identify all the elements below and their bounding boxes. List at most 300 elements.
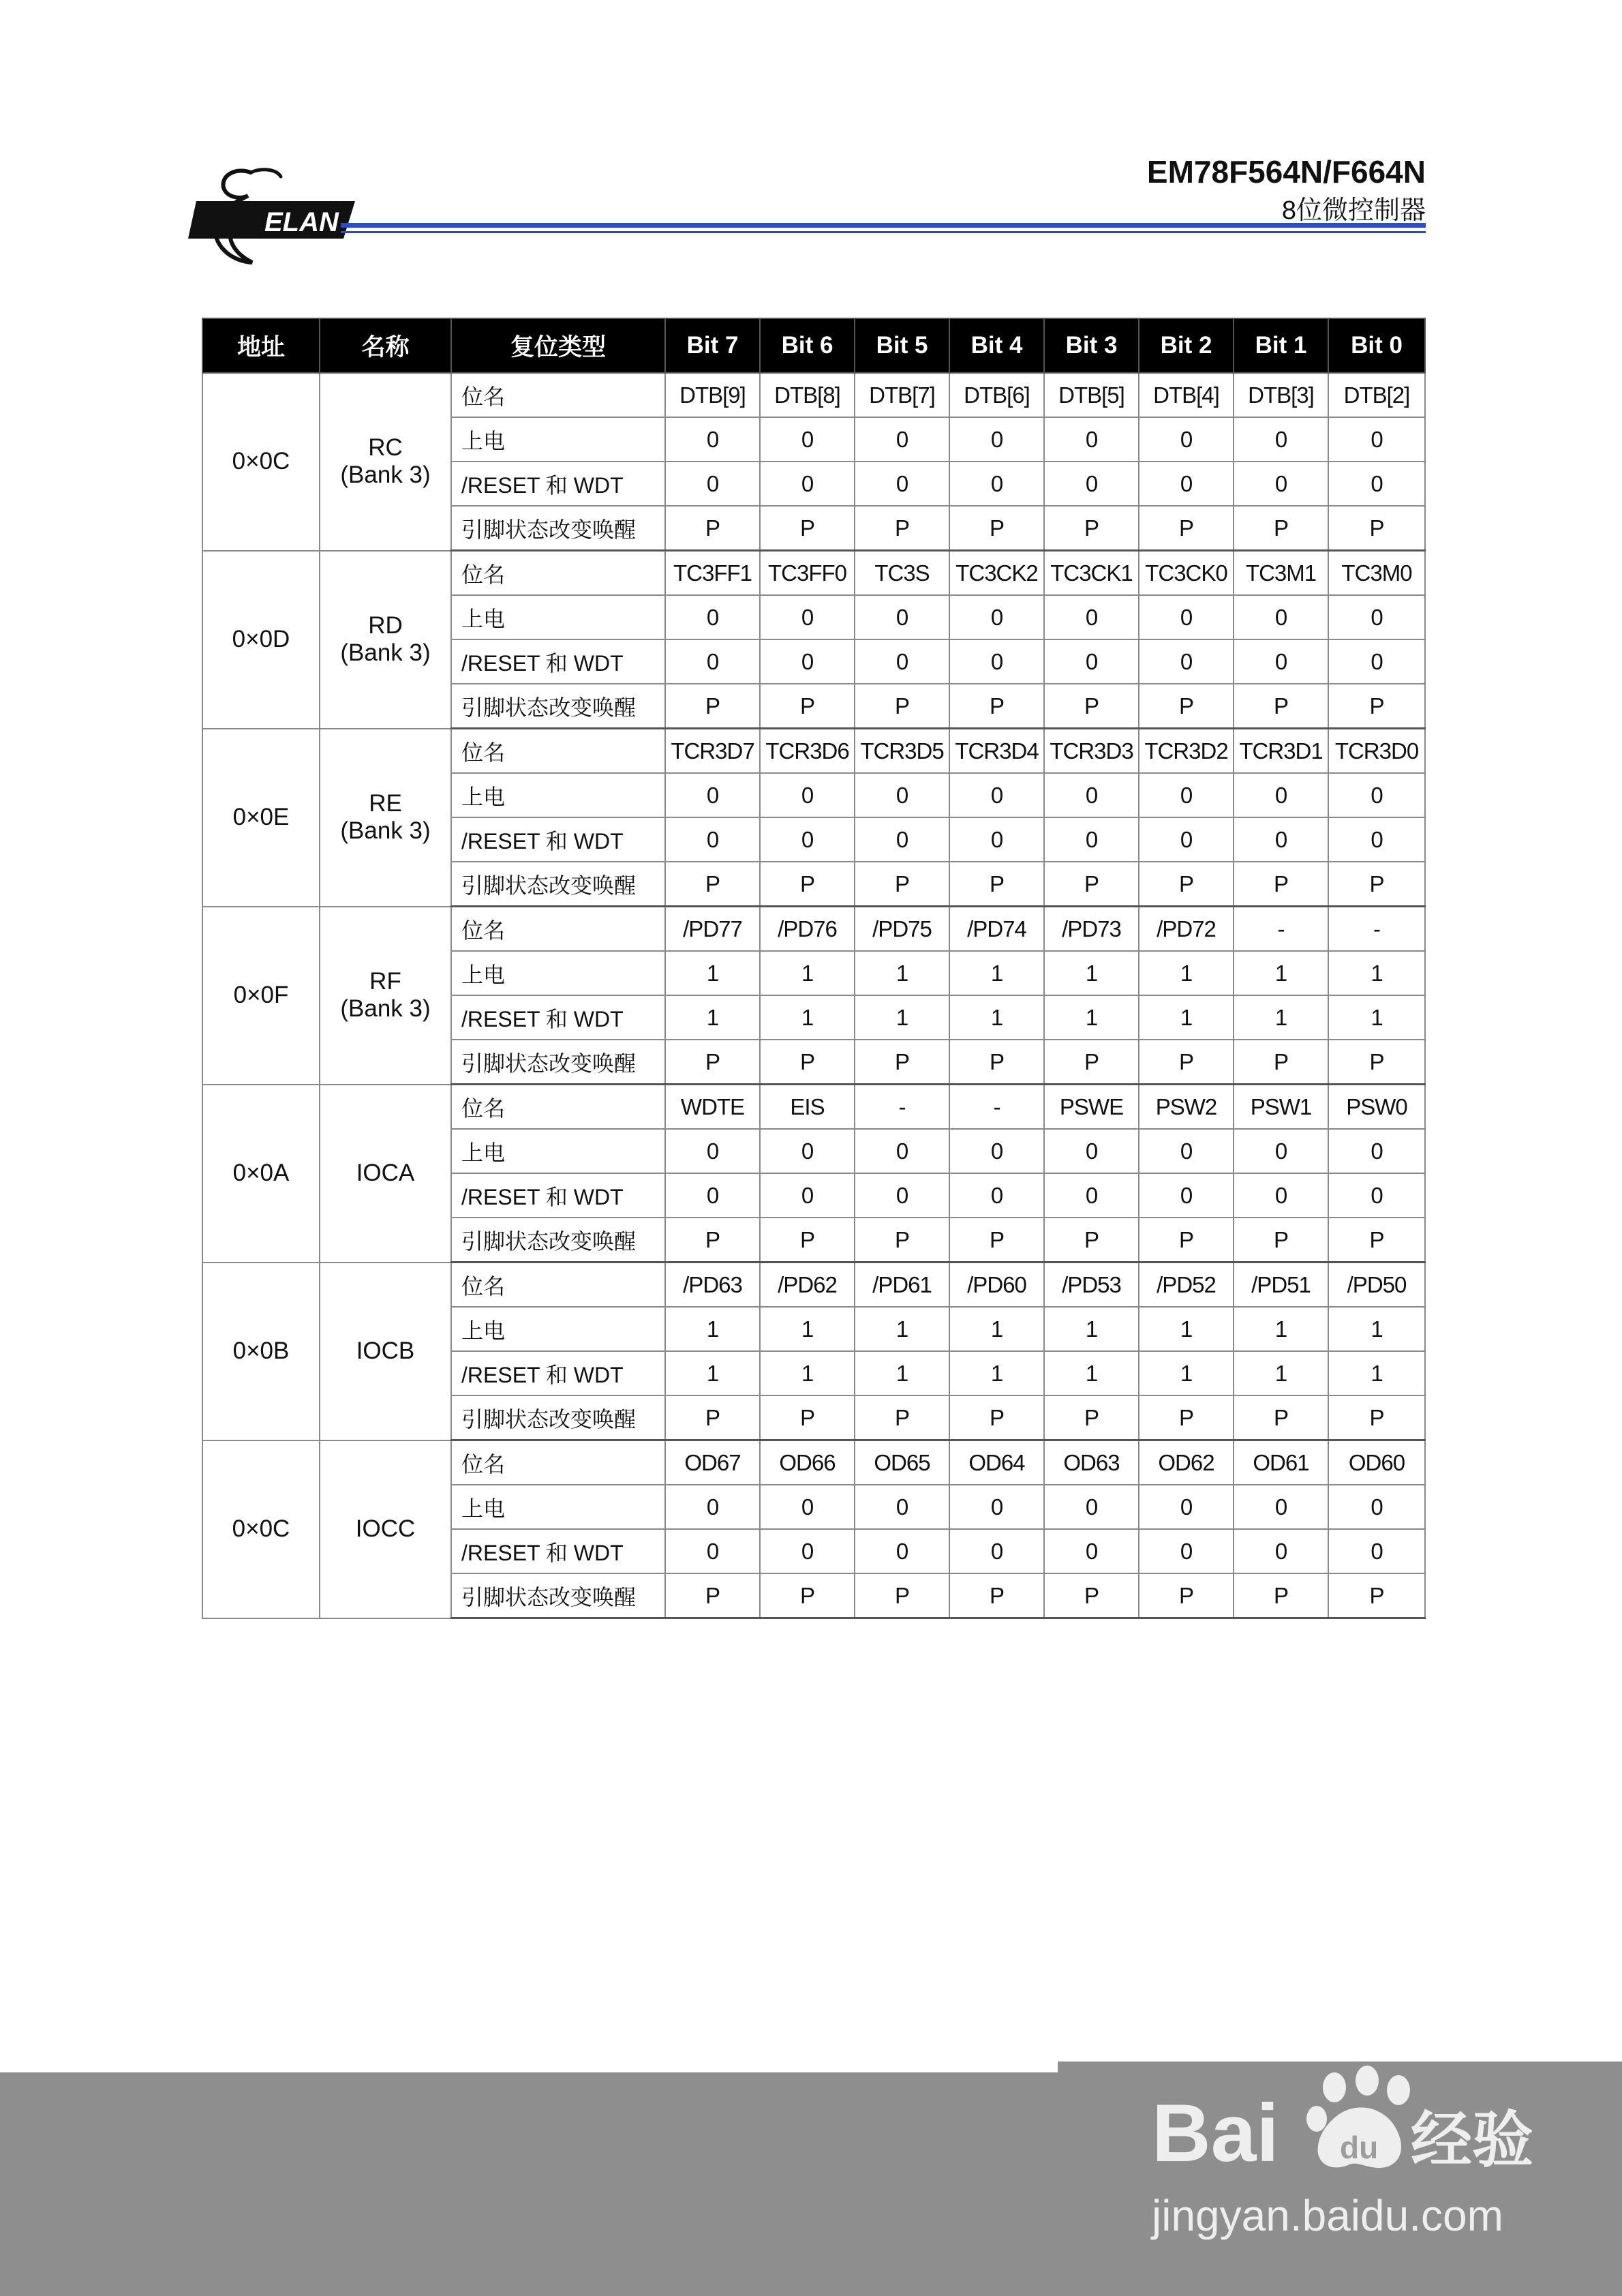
bit-cell: TC3CK0 bbox=[1139, 551, 1234, 596]
bit-cell: - bbox=[855, 1085, 949, 1130]
bit-cell: 1 bbox=[1328, 1307, 1425, 1351]
bit-cell: DTB[3] bbox=[1234, 373, 1328, 417]
bit-cell: TC3M0 bbox=[1328, 551, 1425, 596]
bit-cell: P bbox=[949, 1395, 1044, 1440]
bit-cell: P bbox=[665, 1040, 760, 1085]
bit-cell: 1 bbox=[1328, 951, 1425, 995]
bit-cell: 0 bbox=[949, 1173, 1044, 1218]
bit-cell: 0 bbox=[1139, 773, 1234, 817]
bit-cell: 1 bbox=[949, 1351, 1044, 1395]
bit-cell: DTB[4] bbox=[1139, 373, 1234, 417]
bit-cell: 1 bbox=[1044, 995, 1139, 1040]
register-name: IOCA bbox=[356, 1160, 415, 1186]
bit-cell: /PD75 bbox=[855, 907, 949, 952]
bit-cell: - bbox=[1328, 907, 1425, 952]
bit-cell: P bbox=[1234, 1395, 1328, 1440]
bit-cell: OD63 bbox=[1044, 1440, 1139, 1485]
bit-cell: 0 bbox=[855, 417, 949, 462]
reset-type-label: 引脚状态改变唤醒 bbox=[451, 1218, 665, 1263]
bit-cell: 0 bbox=[1328, 417, 1425, 462]
bit-cell: /PD61 bbox=[855, 1263, 949, 1308]
bit-cell: TC3CK1 bbox=[1044, 551, 1139, 596]
bit-cell: TCR3D1 bbox=[1234, 729, 1328, 774]
bit-cell: PSW2 bbox=[1139, 1085, 1234, 1130]
bit-cell: 1 bbox=[1044, 1307, 1139, 1351]
reset-type-label: /RESET 和 WDT bbox=[451, 462, 665, 506]
bit-cell: 1 bbox=[1139, 1307, 1234, 1351]
reset-type-label: /RESET 和 WDT bbox=[451, 817, 665, 862]
bit-cell: P bbox=[1328, 684, 1425, 729]
bit-cell: 1 bbox=[1234, 1307, 1328, 1351]
bit-name-row bbox=[202, 551, 1425, 596]
bit-cell: 0 bbox=[1234, 1173, 1328, 1218]
reset-type-label: /RESET 和 WDT bbox=[451, 1173, 665, 1218]
bit-cell: P bbox=[760, 1395, 855, 1440]
bit-cell: 0 bbox=[949, 817, 1044, 862]
bit-cell: P bbox=[760, 1573, 855, 1618]
bit-cell: TC3S bbox=[855, 551, 949, 596]
register-address: 0×0A bbox=[202, 1085, 320, 1263]
bit-cell: TCR3D4 bbox=[949, 729, 1044, 774]
bit-cell: 0 bbox=[760, 1129, 855, 1173]
bit-cell: P bbox=[1328, 1573, 1425, 1618]
bit-cell: DTB[2] bbox=[1328, 373, 1425, 417]
bit-cell: 0 bbox=[1044, 639, 1139, 684]
bit-cell: DTB[7] bbox=[855, 373, 949, 417]
page-header bbox=[188, 153, 1426, 269]
bit-cell: 1 bbox=[1328, 1351, 1425, 1395]
column-header: Bit 7 bbox=[665, 318, 760, 373]
register-bank: (Bank 3) bbox=[340, 639, 431, 666]
bit-cell: P bbox=[855, 684, 949, 729]
reset-type-label: 上电 bbox=[451, 1307, 665, 1351]
reset-type-label: /RESET 和 WDT bbox=[451, 639, 665, 684]
bit-cell: 0 bbox=[949, 417, 1044, 462]
bit-cell: 1 bbox=[760, 1351, 855, 1395]
bit-cell: 1 bbox=[1139, 1351, 1234, 1395]
register-table-body bbox=[202, 373, 1425, 1618]
register-bank: (Bank 3) bbox=[340, 462, 431, 489]
bit-cell: OD62 bbox=[1139, 1440, 1234, 1485]
bit-cell: 0 bbox=[855, 462, 949, 506]
bit-cell: 0 bbox=[949, 1129, 1044, 1173]
bit-name-row bbox=[202, 1085, 1425, 1130]
bit-name-row bbox=[202, 729, 1425, 774]
register-address: 0×0E bbox=[202, 729, 320, 907]
bit-cell: P bbox=[1044, 506, 1139, 551]
column-header: Bit 3 bbox=[1044, 318, 1139, 373]
bit-cell: OD64 bbox=[949, 1440, 1044, 1485]
bit-cell: 0 bbox=[1234, 417, 1328, 462]
bit-cell: P bbox=[949, 862, 1044, 907]
bit-cell: 0 bbox=[855, 1529, 949, 1573]
bit-cell: 0 bbox=[1139, 1485, 1234, 1529]
bit-cell: 0 bbox=[1234, 773, 1328, 817]
bit-cell: 0 bbox=[855, 595, 949, 639]
bit-cell: 0 bbox=[1044, 1529, 1139, 1573]
bit-cell: 0 bbox=[1234, 462, 1328, 506]
bit-cell: 1 bbox=[760, 995, 855, 1040]
register-name-cell bbox=[320, 1440, 451, 1618]
bit-cell: 1 bbox=[1234, 1351, 1328, 1395]
bit-cell: 0 bbox=[1328, 595, 1425, 639]
bit-cell: /PD72 bbox=[1139, 907, 1234, 952]
bit-cell: 1 bbox=[855, 951, 949, 995]
bit-cell: 0 bbox=[1328, 639, 1425, 684]
bit-cell: 0 bbox=[1139, 1129, 1234, 1173]
bit-cell: 0 bbox=[949, 639, 1044, 684]
register-name-cell bbox=[320, 551, 451, 729]
register-name: RF bbox=[369, 968, 401, 995]
bit-cell: 0 bbox=[1139, 1173, 1234, 1218]
bit-cell: P bbox=[1139, 862, 1234, 907]
bit-cell: 0 bbox=[1044, 417, 1139, 462]
bit-cell: P bbox=[949, 506, 1044, 551]
bit-cell: 0 bbox=[665, 417, 760, 462]
bit-cell: 0 bbox=[1044, 1129, 1139, 1173]
bit-cell: 1 bbox=[665, 995, 760, 1040]
reset-type-label: 上电 bbox=[451, 773, 665, 817]
bit-cell: 0 bbox=[1234, 1129, 1328, 1173]
bit-cell: /PD77 bbox=[665, 907, 760, 952]
bit-cell: 1 bbox=[855, 1351, 949, 1395]
reset-type-label: 位名 bbox=[451, 907, 665, 952]
bit-cell: 0 bbox=[1044, 595, 1139, 639]
bit-cell: 0 bbox=[1044, 773, 1139, 817]
baidu-jingyan-watermark bbox=[1131, 2052, 1581, 2256]
reset-type-label: 上电 bbox=[451, 1129, 665, 1173]
bit-cell: 1 bbox=[1234, 995, 1328, 1040]
column-header: Bit 2 bbox=[1139, 318, 1234, 373]
bit-cell: P bbox=[665, 1395, 760, 1440]
bit-cell: P bbox=[949, 684, 1044, 729]
bit-cell: /PD62 bbox=[760, 1263, 855, 1308]
bit-cell: /PD76 bbox=[760, 907, 855, 952]
bit-cell: P bbox=[1328, 506, 1425, 551]
register-name: IOCC bbox=[355, 1515, 416, 1542]
bit-cell: P bbox=[760, 1040, 855, 1085]
reset-type-label: 位名 bbox=[451, 1085, 665, 1130]
bit-cell: P bbox=[665, 684, 760, 729]
bit-cell: 0 bbox=[1328, 817, 1425, 862]
bit-cell: 1 bbox=[665, 1307, 760, 1351]
bit-cell: TC3FF0 bbox=[760, 551, 855, 596]
bit-cell: P bbox=[1044, 1395, 1139, 1440]
bit-cell: 1 bbox=[665, 951, 760, 995]
bit-cell: TCR3D7 bbox=[665, 729, 760, 774]
register-address: 0×0B bbox=[202, 1263, 320, 1440]
header-rule bbox=[341, 223, 1426, 228]
bit-cell: 0 bbox=[760, 595, 855, 639]
bit-cell: P bbox=[1044, 1218, 1139, 1263]
bit-cell: P bbox=[949, 1218, 1044, 1263]
bit-cell: 0 bbox=[1044, 1485, 1139, 1529]
bit-cell: P bbox=[1234, 506, 1328, 551]
bit-cell: TCR3D2 bbox=[1139, 729, 1234, 774]
bit-cell: 0 bbox=[1328, 1173, 1425, 1218]
bit-cell: TCR3D3 bbox=[1044, 729, 1139, 774]
column-header: Bit 1 bbox=[1234, 318, 1328, 373]
bit-cell: 0 bbox=[1234, 639, 1328, 684]
bit-cell: /PD53 bbox=[1044, 1263, 1139, 1308]
bit-cell: 0 bbox=[665, 462, 760, 506]
reset-type-label: 位名 bbox=[451, 1263, 665, 1308]
reset-type-label: 上电 bbox=[451, 1485, 665, 1529]
bit-cell: 0 bbox=[855, 1485, 949, 1529]
bit-cell: /PD60 bbox=[949, 1263, 1044, 1308]
svg-text:du: du bbox=[1340, 2130, 1379, 2165]
bit-cell: /PD63 bbox=[665, 1263, 760, 1308]
bit-cell: DTB[5] bbox=[1044, 373, 1139, 417]
register-name: IOCB bbox=[356, 1338, 415, 1364]
column-header: Bit 5 bbox=[855, 318, 949, 373]
bit-cell: 0 bbox=[855, 1129, 949, 1173]
bit-cell: 1 bbox=[855, 995, 949, 1040]
column-header: 复位类型 bbox=[451, 318, 665, 373]
bit-cell: P bbox=[1328, 1218, 1425, 1263]
paw-icon bbox=[1306, 2066, 1410, 2168]
bit-cell: /PD50 bbox=[1328, 1263, 1425, 1308]
bit-cell: 0 bbox=[855, 639, 949, 684]
column-header: Bit 4 bbox=[949, 318, 1044, 373]
reset-type-label: 上电 bbox=[451, 951, 665, 995]
bit-cell: P bbox=[855, 506, 949, 551]
bit-cell: P bbox=[1044, 1040, 1139, 1085]
reset-type-label: /RESET 和 WDT bbox=[451, 1529, 665, 1573]
document-title: EM78F564N/F664N bbox=[1146, 154, 1426, 190]
bit-cell: 0 bbox=[665, 1485, 760, 1529]
reset-type-label: /RESET 和 WDT bbox=[451, 1351, 665, 1395]
bit-cell: 0 bbox=[665, 817, 760, 862]
bit-cell: 0 bbox=[760, 1173, 855, 1218]
bit-cell: 0 bbox=[665, 1129, 760, 1173]
svg-text:Bai: Bai bbox=[1152, 2087, 1279, 2179]
bit-cell: P bbox=[760, 506, 855, 551]
bit-cell: 0 bbox=[1328, 1129, 1425, 1173]
bit-cell: P bbox=[1139, 1040, 1234, 1085]
bit-cell: TCR3D5 bbox=[855, 729, 949, 774]
svg-text:ELAN: ELAN bbox=[264, 207, 339, 237]
register-name-cell bbox=[320, 1263, 451, 1440]
register-name: RC bbox=[368, 434, 403, 462]
reset-type-label: 位名 bbox=[451, 551, 665, 596]
bit-cell: 1 bbox=[1139, 951, 1234, 995]
bit-cell: 0 bbox=[1328, 1529, 1425, 1573]
bit-cell: P bbox=[1044, 1573, 1139, 1618]
bit-cell: P bbox=[1234, 684, 1328, 729]
bit-cell: P bbox=[1234, 1040, 1328, 1085]
reset-type-label: 位名 bbox=[451, 1440, 665, 1485]
reset-type-label: 引脚状态改变唤醒 bbox=[451, 1573, 665, 1618]
table-header-row bbox=[202, 318, 1425, 373]
bit-cell: P bbox=[1328, 862, 1425, 907]
reset-type-label: 位名 bbox=[451, 373, 665, 417]
register-name-cell bbox=[320, 907, 451, 1085]
bit-cell: 1 bbox=[1044, 951, 1139, 995]
bit-cell: DTB[9] bbox=[665, 373, 760, 417]
bit-cell: P bbox=[1044, 862, 1139, 907]
bit-cell: 1 bbox=[855, 1307, 949, 1351]
bit-cell: 0 bbox=[665, 1529, 760, 1573]
bit-cell: P bbox=[665, 862, 760, 907]
bit-cell: /PD74 bbox=[949, 907, 1044, 952]
column-header: 名称 bbox=[320, 318, 451, 373]
bit-cell: P bbox=[855, 1395, 949, 1440]
bit-cell: TC3M1 bbox=[1234, 551, 1328, 596]
svg-text:经验: 经验 bbox=[1411, 2104, 1533, 2176]
bit-cell: PSWE bbox=[1044, 1085, 1139, 1130]
bit-cell: 0 bbox=[1328, 773, 1425, 817]
document-subtitle: 8位微控制器 bbox=[1281, 196, 1426, 225]
column-header: Bit 6 bbox=[760, 318, 855, 373]
bit-cell: P bbox=[949, 1040, 1044, 1085]
bit-cell: 0 bbox=[1139, 462, 1234, 506]
bit-cell: 0 bbox=[855, 817, 949, 862]
bit-cell: 1 bbox=[949, 951, 1044, 995]
bit-cell: 0 bbox=[1139, 817, 1234, 862]
bit-name-row bbox=[202, 1263, 1425, 1308]
column-header: 地址 bbox=[202, 318, 320, 373]
bit-cell: 0 bbox=[855, 1173, 949, 1218]
reset-type-label: 上电 bbox=[451, 417, 665, 462]
bit-cell: 0 bbox=[1328, 462, 1425, 506]
bit-name-row bbox=[202, 1440, 1425, 1485]
bit-cell: 0 bbox=[760, 773, 855, 817]
bit-cell: 0 bbox=[1044, 1173, 1139, 1218]
bit-cell: 1 bbox=[1328, 995, 1425, 1040]
bit-cell: 0 bbox=[665, 1173, 760, 1218]
register-bank: (Bank 3) bbox=[340, 817, 431, 844]
bit-cell: 0 bbox=[760, 817, 855, 862]
bit-name-row bbox=[202, 907, 1425, 952]
bit-cell: 0 bbox=[949, 1485, 1044, 1529]
bit-cell: P bbox=[1234, 862, 1328, 907]
bit-cell: 0 bbox=[855, 773, 949, 817]
bit-cell: 0 bbox=[1044, 462, 1139, 506]
bit-cell: 0 bbox=[665, 773, 760, 817]
bit-cell: OD65 bbox=[855, 1440, 949, 1485]
bit-cell: /PD73 bbox=[1044, 907, 1139, 952]
bit-cell: 1 bbox=[1044, 1351, 1139, 1395]
bit-cell: P bbox=[1328, 1040, 1425, 1085]
bit-cell: OD60 bbox=[1328, 1440, 1425, 1485]
bit-cell: 1 bbox=[1234, 951, 1328, 995]
bit-cell: EIS bbox=[760, 1085, 855, 1130]
bit-cell: 0 bbox=[760, 1485, 855, 1529]
header-rule-thin bbox=[341, 231, 1426, 233]
bit-cell: 0 bbox=[665, 639, 760, 684]
reset-type-label: 引脚状态改变唤醒 bbox=[451, 1040, 665, 1085]
bit-cell: TC3FF1 bbox=[665, 551, 760, 596]
bit-cell: /PD51 bbox=[1234, 1263, 1328, 1308]
reset-type-label: 引脚状态改变唤醒 bbox=[451, 862, 665, 907]
bit-cell: P bbox=[1234, 1218, 1328, 1263]
reset-type-label: /RESET 和 WDT bbox=[451, 995, 665, 1040]
register-name-cell bbox=[320, 373, 451, 551]
register-address: 0×0C bbox=[202, 1440, 320, 1618]
bit-cell: P bbox=[949, 1573, 1044, 1618]
bit-cell: - bbox=[949, 1085, 1044, 1130]
bit-cell: P bbox=[1139, 1395, 1234, 1440]
register-address: 0×0F bbox=[202, 907, 320, 1085]
bit-cell: 0 bbox=[1139, 1529, 1234, 1573]
bit-cell: 1 bbox=[665, 1351, 760, 1395]
bit-cell: P bbox=[855, 1218, 949, 1263]
bit-name-row bbox=[202, 373, 1425, 417]
bit-cell: P bbox=[665, 1218, 760, 1263]
bit-cell: 0 bbox=[1139, 595, 1234, 639]
reset-type-label: 引脚状态改变唤醒 bbox=[451, 506, 665, 551]
bit-cell: 0 bbox=[949, 773, 1044, 817]
register-name-cell bbox=[320, 729, 451, 907]
bit-cell: P bbox=[855, 1040, 949, 1085]
bit-cell: TC3CK2 bbox=[949, 551, 1044, 596]
reset-type-label: 引脚状态改变唤醒 bbox=[451, 1395, 665, 1440]
bit-cell: 0 bbox=[949, 462, 1044, 506]
bit-cell: P bbox=[1139, 684, 1234, 729]
bit-cell: OD67 bbox=[665, 1440, 760, 1485]
bit-cell: TCR3D6 bbox=[760, 729, 855, 774]
bit-cell: P bbox=[1139, 1218, 1234, 1263]
bit-cell: 0 bbox=[760, 639, 855, 684]
bit-cell: 0 bbox=[1234, 1529, 1328, 1573]
bit-cell: P bbox=[1328, 1395, 1425, 1440]
bit-cell: 1 bbox=[949, 995, 1044, 1040]
bit-cell: WDTE bbox=[665, 1085, 760, 1130]
bit-cell: 1 bbox=[760, 951, 855, 995]
elan-logo bbox=[188, 160, 355, 269]
bit-cell: P bbox=[760, 862, 855, 907]
register-bank: (Bank 3) bbox=[340, 995, 431, 1022]
register-name: RE bbox=[369, 790, 402, 817]
bit-cell: 0 bbox=[949, 1529, 1044, 1573]
bit-cell: 0 bbox=[760, 417, 855, 462]
register-name: RD bbox=[368, 612, 403, 639]
register-table bbox=[202, 318, 1426, 1619]
bit-cell: 1 bbox=[760, 1307, 855, 1351]
register-name-cell bbox=[320, 1085, 451, 1263]
bit-cell: /PD52 bbox=[1139, 1263, 1234, 1308]
register-address: 0×0C bbox=[202, 373, 320, 551]
bit-cell: P bbox=[760, 1218, 855, 1263]
bit-cell: 0 bbox=[760, 462, 855, 506]
bit-cell: P bbox=[855, 862, 949, 907]
bit-cell: P bbox=[665, 1573, 760, 1618]
bit-cell: 0 bbox=[1044, 817, 1139, 862]
bit-cell: DTB[6] bbox=[949, 373, 1044, 417]
reset-type-label: 引脚状态改变唤醒 bbox=[451, 684, 665, 729]
reset-type-label: 上电 bbox=[451, 595, 665, 639]
bit-cell: 0 bbox=[1234, 595, 1328, 639]
bit-cell: PSW1 bbox=[1234, 1085, 1328, 1130]
bit-cell: 1 bbox=[949, 1307, 1044, 1351]
svg-text:jingyan.baidu.com: jingyan.baidu.com bbox=[1152, 2191, 1503, 2240]
bit-cell: P bbox=[1139, 1573, 1234, 1618]
bit-cell: P bbox=[1234, 1573, 1328, 1618]
register-address: 0×0D bbox=[202, 551, 320, 729]
bit-cell: 0 bbox=[665, 595, 760, 639]
bit-cell: OD61 bbox=[1234, 1440, 1328, 1485]
bit-cell: 0 bbox=[1234, 1485, 1328, 1529]
bit-cell: PSW0 bbox=[1328, 1085, 1425, 1130]
bit-cell: P bbox=[1044, 684, 1139, 729]
bit-cell: P bbox=[1139, 506, 1234, 551]
bit-cell: 1 bbox=[1139, 995, 1234, 1040]
bit-cell: P bbox=[855, 1573, 949, 1618]
column-header: Bit 0 bbox=[1328, 318, 1425, 373]
bit-cell: - bbox=[1234, 907, 1328, 952]
bit-cell: OD66 bbox=[760, 1440, 855, 1485]
